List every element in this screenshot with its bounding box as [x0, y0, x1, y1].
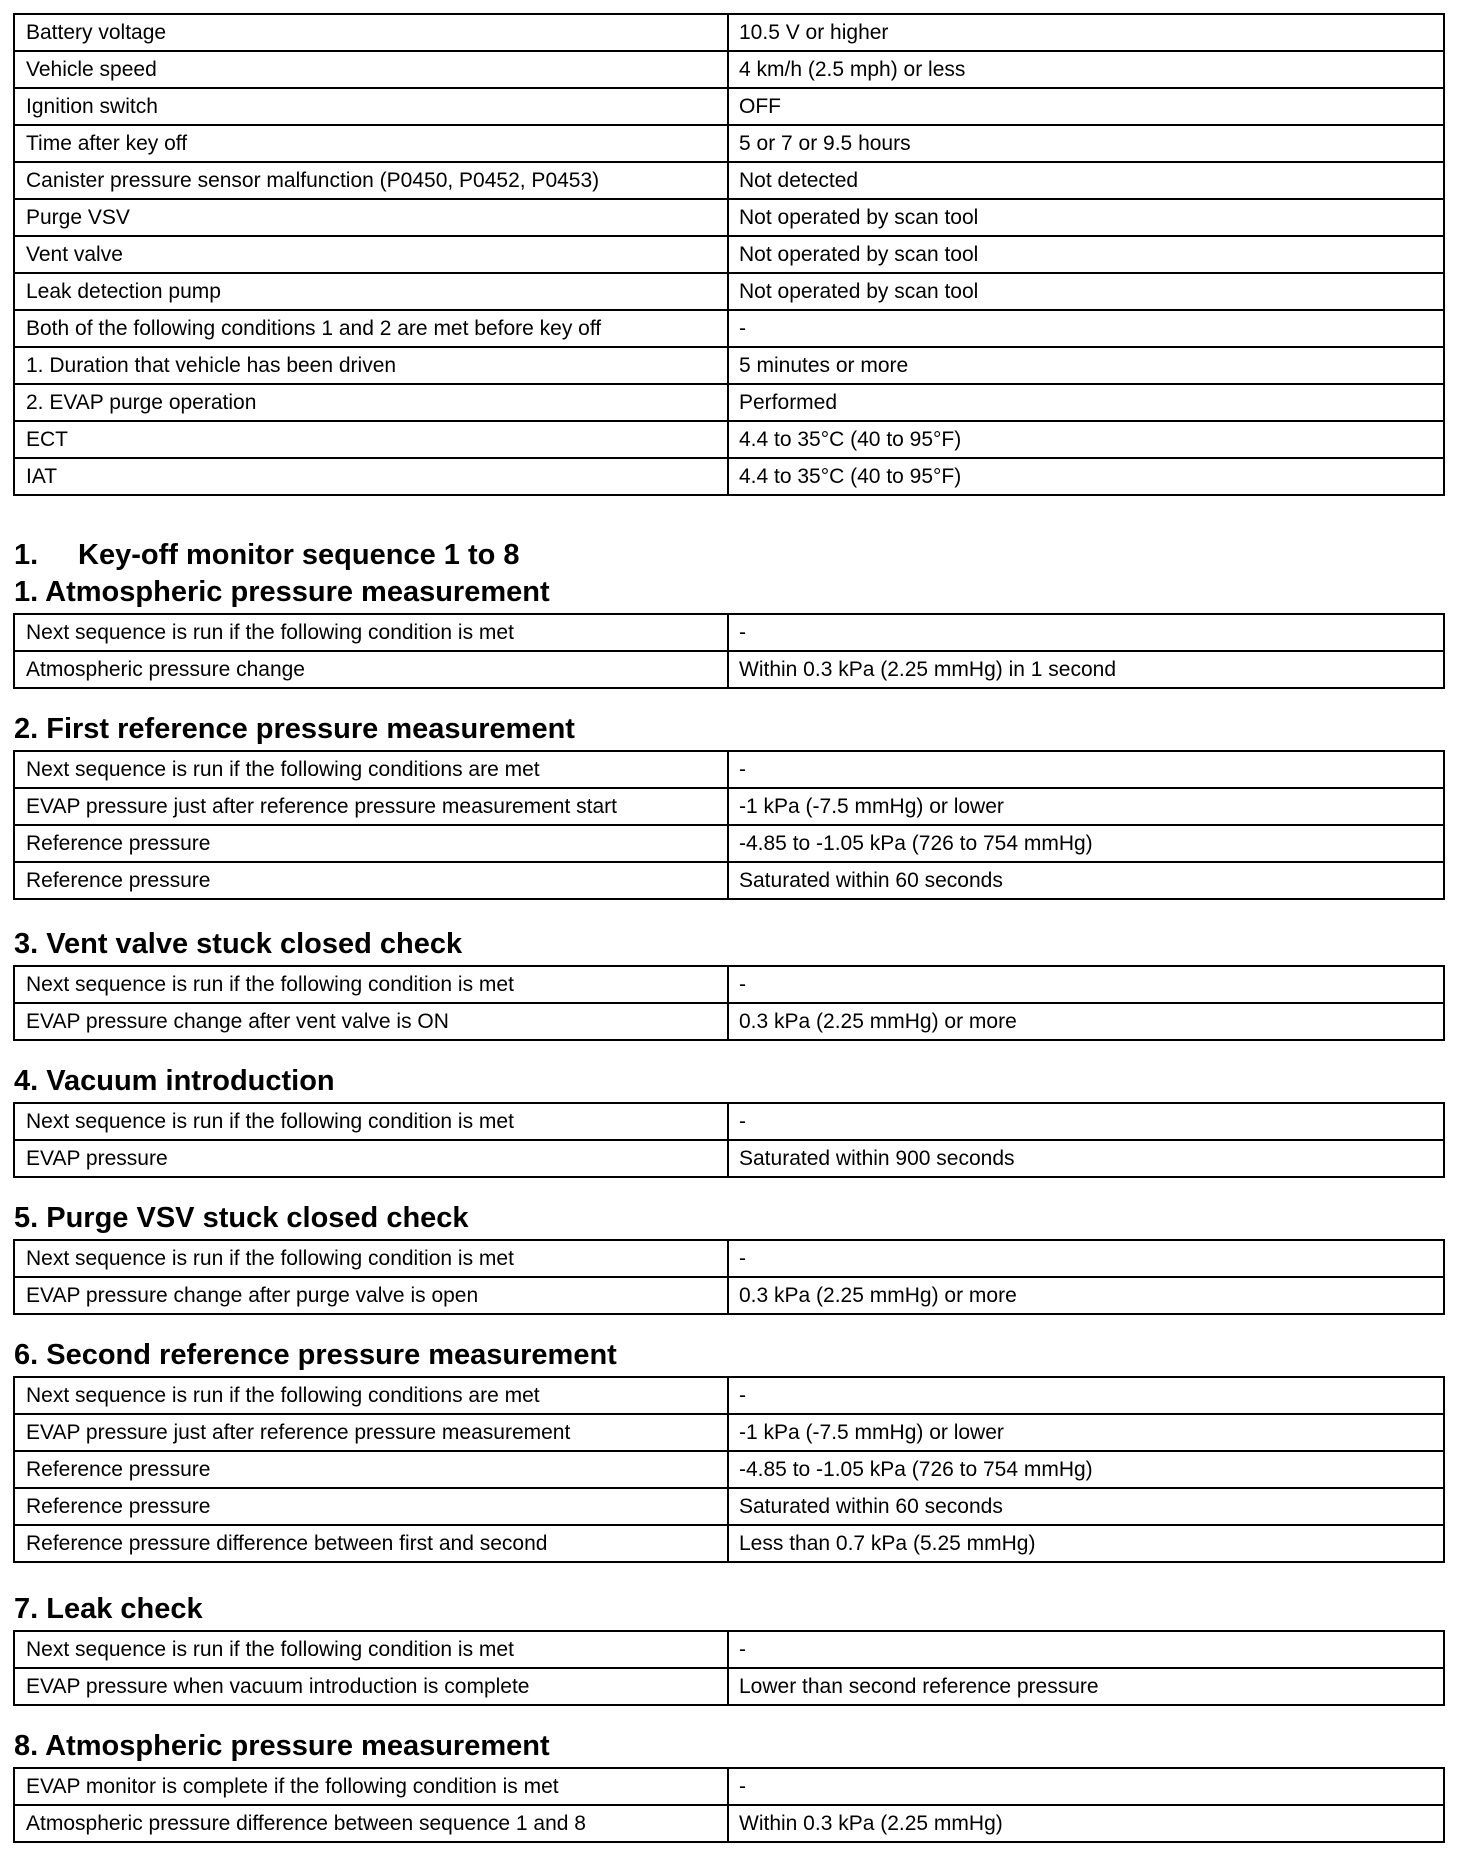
condition-value: 5 or 7 or 9.5 hours	[728, 125, 1444, 162]
table-row	[14, 384, 1444, 421]
table-row	[14, 273, 1444, 310]
condition-label: Atmospheric pressure change	[14, 651, 728, 688]
condition-label: EVAP pressure change after vent valve is ON	[14, 1003, 728, 1040]
condition-value: 10.5 V or higher	[728, 14, 1444, 51]
condition-label: IAT	[14, 458, 728, 495]
condition-value: Within 0.3 kPa (2.25 mmHg)	[728, 1805, 1444, 1842]
table-row	[14, 125, 1444, 162]
condition-label: EVAP pressure just after reference pressure measurement start	[14, 788, 728, 825]
table-row	[14, 651, 1444, 688]
condition-value: -	[728, 310, 1444, 347]
table-row	[14, 421, 1444, 458]
table-row	[14, 347, 1444, 384]
condition-value: Within 0.3 kPa (2.25 mmHg) in 1 second	[728, 651, 1444, 688]
condition-label: 2. EVAP purge operation	[14, 384, 728, 421]
condition-value: OFF	[728, 88, 1444, 125]
condition-value: Performed	[728, 384, 1444, 421]
table-row	[14, 1277, 1444, 1314]
condition-label: Canister pressure sensor malfunction (P0450, P0452, P0453)	[14, 162, 728, 199]
condition-label: Next sequence is run if the following condition is met	[14, 1240, 728, 1277]
table-row	[14, 1103, 1444, 1140]
condition-value: 4.4 to 35°C (40 to 95°F)	[728, 458, 1444, 495]
condition-label: Battery voltage	[14, 14, 728, 51]
condition-value: Less than 0.7 kPa (5.25 mmHg)	[728, 1525, 1444, 1562]
condition-label: Both of the following conditions 1 and 2 are met before key off	[14, 310, 728, 347]
condition-label: Next sequence is run if the following conditions are met	[14, 751, 728, 788]
condition-label: EVAP pressure just after reference pressure measurement	[14, 1414, 728, 1451]
table-row	[14, 236, 1444, 273]
condition-value: Not operated by scan tool	[728, 273, 1444, 310]
condition-label: Next sequence is run if the following condition is met	[14, 614, 728, 651]
table-row	[14, 1525, 1444, 1562]
condition-label: Leak detection pump	[14, 273, 728, 310]
condition-value: -	[728, 1103, 1444, 1140]
table-row	[14, 199, 1444, 236]
section-table	[13, 1630, 1445, 1706]
section-heading: 1. Atmospheric pressure measurement	[14, 576, 550, 608]
table-row	[14, 1140, 1444, 1177]
condition-label: EVAP pressure change after purge valve is open	[14, 1277, 728, 1314]
condition-value: -	[728, 966, 1444, 1003]
table-row	[14, 1377, 1444, 1414]
section-heading: 7. Leak check	[14, 1593, 203, 1625]
table-row	[14, 825, 1444, 862]
condition-label: Next sequence is run if the following condition is met	[14, 1103, 728, 1140]
condition-value: -	[728, 1631, 1444, 1668]
condition-label: EVAP pressure when vacuum introduction is complete	[14, 1668, 728, 1705]
condition-label: Purge VSV	[14, 199, 728, 236]
condition-label: Reference pressure difference between first and second	[14, 1525, 728, 1562]
condition-label: EVAP pressure	[14, 1140, 728, 1177]
table-row	[14, 1805, 1444, 1842]
table-row	[14, 862, 1444, 899]
section-table	[13, 1767, 1445, 1843]
condition-label: Ignition switch	[14, 88, 728, 125]
condition-label: Reference pressure	[14, 1451, 728, 1488]
section-table	[13, 1102, 1445, 1178]
condition-value: -1 kPa (-7.5 mmHg) or lower	[728, 788, 1444, 825]
condition-label: Next sequence is run if the following condition is met	[14, 966, 728, 1003]
condition-value: 5 minutes or more	[728, 347, 1444, 384]
main-heading-text: Key-off monitor sequence 1 to 8	[78, 539, 520, 571]
section-heading: 5. Purge VSV stuck closed check	[14, 1202, 469, 1234]
condition-value: -1 kPa (-7.5 mmHg) or lower	[728, 1414, 1444, 1451]
table-row	[14, 1768, 1444, 1805]
condition-value: Not operated by scan tool	[728, 236, 1444, 273]
condition-label: Vent valve	[14, 236, 728, 273]
condition-label: Atmospheric pressure difference between sequence 1 and 8	[14, 1805, 728, 1842]
table-row	[14, 751, 1444, 788]
condition-value: 4 km/h (2.5 mph) or less	[728, 51, 1444, 88]
condition-value: Saturated within 60 seconds	[728, 862, 1444, 899]
condition-value: -	[728, 1377, 1444, 1414]
section-heading: 3. Vent valve stuck closed check	[14, 928, 463, 960]
table-row	[14, 788, 1444, 825]
condition-value: -	[728, 1768, 1444, 1805]
condition-value: 0.3 kPa (2.25 mmHg) or more	[728, 1277, 1444, 1314]
condition-value: Saturated within 60 seconds	[728, 1488, 1444, 1525]
condition-value: Saturated within 900 seconds	[728, 1140, 1444, 1177]
section-table	[13, 750, 1445, 900]
condition-value: 0.3 kPa (2.25 mmHg) or more	[728, 1003, 1444, 1040]
section-heading: 2. First reference pressure measurement	[14, 713, 575, 745]
table-row	[14, 162, 1444, 199]
condition-value: -	[728, 614, 1444, 651]
table-row	[14, 1003, 1444, 1040]
table-row	[14, 1240, 1444, 1277]
table-row	[14, 51, 1444, 88]
condition-label: EVAP monitor is complete if the following condition is met	[14, 1768, 728, 1805]
condition-label: Reference pressure	[14, 862, 728, 899]
condition-value: -	[728, 751, 1444, 788]
table-row	[14, 458, 1444, 495]
section-table	[13, 965, 1445, 1041]
section-table	[13, 613, 1445, 689]
condition-value: Lower than second reference pressure	[728, 1668, 1444, 1705]
section-table	[13, 1239, 1445, 1315]
condition-value: -4.85 to -1.05 kPa (726 to 754 mmHg)	[728, 1451, 1444, 1488]
table-row	[14, 14, 1444, 51]
table-row	[14, 310, 1444, 347]
table-row	[14, 1631, 1444, 1668]
table-row	[14, 1451, 1444, 1488]
main-heading-number: 1.	[14, 539, 39, 571]
condition-value: Not operated by scan tool	[728, 199, 1444, 236]
condition-value: -	[728, 1240, 1444, 1277]
table-row	[14, 88, 1444, 125]
table-row	[14, 1668, 1444, 1705]
table-row	[14, 1414, 1444, 1451]
condition-value: 4.4 to 35°C (40 to 95°F)	[728, 421, 1444, 458]
section-table	[13, 1376, 1445, 1563]
condition-label: Next sequence is run if the following condition is met	[14, 1631, 728, 1668]
condition-label: 1. Duration that vehicle has been driven	[14, 347, 728, 384]
table-row	[14, 966, 1444, 1003]
section-heading: 6. Second reference pressure measurement	[14, 1339, 617, 1371]
table-row	[14, 1488, 1444, 1525]
conditions-table	[13, 13, 1445, 496]
condition-label: ECT	[14, 421, 728, 458]
condition-label: Vehicle speed	[14, 51, 728, 88]
condition-value: -4.85 to -1.05 kPa (726 to 754 mmHg)	[728, 825, 1444, 862]
section-heading: 8. Atmospheric pressure measurement	[14, 1730, 550, 1762]
table-row	[14, 614, 1444, 651]
condition-label: Time after key off	[14, 125, 728, 162]
condition-value: Not detected	[728, 162, 1444, 199]
section-heading: 4. Vacuum introduction	[14, 1065, 335, 1097]
condition-label: Reference pressure	[14, 825, 728, 862]
condition-label: Reference pressure	[14, 1488, 728, 1525]
main-heading	[14, 537, 520, 573]
condition-label: Next sequence is run if the following conditions are met	[14, 1377, 728, 1414]
